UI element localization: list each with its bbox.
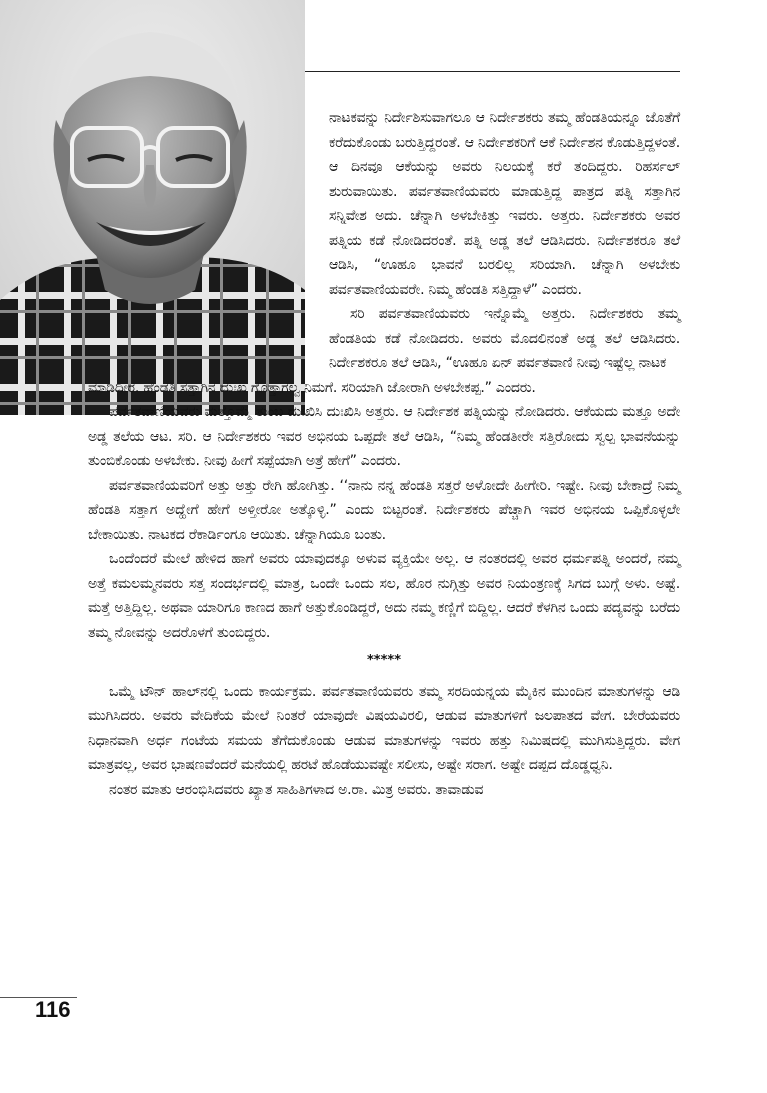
paragraph-2-continued: ಮಾಡಿದೀರ. ಹೆಂಡತಿ ಸತ್ತಾಗಿನ ದುಃಖ ಗೊತ್ತಾಗಲ್ವ ನಿಮಗೆ. ಸರಿಯಾಗಿ ಜೋರಾಗಿ ಅಳಬೇಕಪ್ಪ.” ಎಂದರು. [88,379,536,396]
paragraph-1: ನಾಟಕವನ್ನು ನಿರ್ದೇಶಿಸುವಾಗಲೂ ಆ ನಿರ್ದೇಶಕರು ತಮ್ಮ ಹೆಂಡತಿಯನ್ನೂ ಜೊತೆಗೆ ಕರೆದುಕೊಂಡು ಬರುತ್ತಿದ್ದರಂತೆ. ಆ ನಿರ್ದೇಶಕರಿಗೆ ಆಕೆ ನಿರ್ದೇಶನ ಕೊಡುತ್ತಿದ್ದಳಂತೆ. ಆ ದಿನವೂ ಆಕೆಯನ್ನು ಅವರು ನಿಲಯಕ್ಕೆ ಕರೆ ತಂದಿದ್ದರು. ರಿಹರ್ಸಲ್ ಶುರುವಾಯಿತು. ಪರ್ವತವಾಣಿಯವರು ಮಾಡುತ್ತಿದ್ದ ಪಾತ್ರದ ಪತ್ನಿ ಸತ್ತಾಗಿನ ಸನ್ನಿವೇಶ ಅದು. ಚೆನ್ನಾಗಿ ಅಳಬೇಕಿತ್ತು ಇವರು. ಅತ್ತರು. ನಿರ್ದೇಶಕರು ಅವರ ಪತ್ನಿಯ ಕಡೆ ನೋಡಿದರಂತೆ. ಪತ್ನಿ ಅಡ್ಡ ತಲೆ ಆಡಿಸಿದರು. ನಿರ್ದೇಶಕರೂ ತಲೆ ಆಡಿಸಿ, “ಊಹೂ ಭಾವನೆ ಬರಲಿಲ್ಲ ಸರಿಯಾಗಿ. ಚೆನ್ನಾಗಿ ಅಳಬೇಕು ಪರ್ವತವಾಣಿಯವರೇ. ನಿಮ್ಮ ಹೆಂಡತಿ ಸತ್ತಿದ್ದಾಳೆ” ಎಂದರು. [329,110,680,298]
paragraph-5: ಒಂದೆಂದರೆ ಮೇಲೆ ಹೇಳಿದ ಹಾಗೆ ಅವರು ಯಾವುದಕ್ಕೂ ಅಳುವ ವ್ಯಕ್ತಿಯೇ ಅಲ್ಲ. ಆ ನಂತರದಲ್ಲಿ ಅವರ ಧರ್ಮಪತ್ನಿ ಅಂದರೆ, ನಮ್ಮ ಅತ್ತೆ ಕಮಲಮ್ಮನವರು ಸತ್ತ ಸಂದರ್ಭದಲ್ಲಿ ಮಾತ್ರ, ಒಂದೇ ಒಂದು ಸಲ, ಹೊರ ನುಗ್ಗಿತ್ತು ಅವರ ನಿಯಂತ್ರಣಕ್ಕೆ ಸಿಗದ ಬುಗ್ಗೆ ಅಳು. ಅಷ್ಟೆ. ಮತ್ತೆ ಅತ್ತಿದ್ದಿಲ್ಲ. ಅಥವಾ ಯಾರಿಗೂ ಕಾಣದ ಹಾಗೆ ಅತ್ತುಕೊಂಡಿದ್ದರೆ, ಅದು ನಮ್ಮ ಕಣ್ಣಿಗೆ ಬಿದ್ದಿಲ್ಲ. ಆದರೆ ಕೆಳಗಿನ ಒಂದು ಪದ್ಯವನ್ನು ಬರೆದು ತಮ್ಮ ನೋವನ್ನು ಅದರೊಳಗೆ ತುಂಬಿದ್ದರು. [88,551,680,641]
paragraph-6: ಒಮ್ಮೆ ಟೌನ್ ಹಾಲ್‌ನಲ್ಲಿ ಒಂದು ಕಾರ್ಯಕ್ರಮ. ಪರ್ವತವಾಣಿಯವರು ತಮ್ಮ ಸರದಿಯನ್ನಯ ಮೈಕಿನ ಮುಂದಿನ ಮಾತುಗಳನ್ನು ಆಡಿ ಮುಗಿಸಿದರು. ಅವರು ವೇದಿಕೆಯ ಮೇಲೆ ನಿಂತರೆ ಯಾವುದೇ ವಿಷಯವಿರಲಿ, ಆಡುವ ಮಾತುಗಳಿಗೆ ಜಲಪಾತದ ವೇಗ. ಬೇರೆಯವರು ನಿಧಾನವಾಗಿ ಅರ್ಧ ಗಂಟೆಯ ಸಮಯ ತೆಗೆದುಕೊಂಡು ಆಡುವ ಮಾತುಗಳನ್ನು ಇವರು ಹತ್ತು ನಿಮಿಷದಲ್ಲಿ ಮುಗಿಸುತ್ತಿದ್ದರು. ವೇಗ ಮಾತ್ರವಲ್ಲ, ಅವರ ಭಾಷಣವೆಂದರೆ ಮನೆಯಲ್ಲಿ ಹರಟೆ ಹೊಡೆಯುವಷ್ಟೇ ಸಲೀಸು, ಅಷ್ಟೇ ಸರಾಗ. ಅಷ್ಟೇ ದಪ್ಪದ ದೊಡ್ಡಧ್ವನಿ. [88,683,680,773]
paragraph-7: ನಂತರ ಮಾತು ಆರಂಭಿಸಿದವರು ಖ್ಯಾತ ಸಾಹಿತಿಗಳಾದ ಅ.ರಾ. ಮಿತ್ರ ಅವರು. ತಾವಾಡುವ [109,781,484,798]
section-separator: ***** [367,653,401,668]
paragraph-3: ಪರ್ವತವಾಣಿಯವರು ಮತ್ತೊಮ್ಮೆ ತುಂಬ ದುಃಖಿಸಿ ದುಃಖಿಸಿ ಅತ್ತರು. ಆ ನಿರ್ದೇಶಕ ಪತ್ನಿಯನ್ನು ನೋಡಿದರು. ಆಕೆಯದು ಮತ್ತೂ ಅದೇ ಅಡ್ಡ ತಲೆಯ ಆಟ. ಸರಿ. ಆ ನಿರ್ದೇಶಕರು ಇವರ ಅಭಿನಯ ಒಪ್ಪದೇ ತಲೆ ಆಡಿಸಿ, “ನಿಮ್ಮ ಹೆಂಡತೀರೇ ಸತ್ತಿರೋದು ಸ್ವಲ್ಪ ಭಾವನೆಯನ್ನು ತುಂಬಿಕೊಂಡು ಅಳಬೇಕು. ನೀವು ಹೀಗೆ ಸಪ್ಪೆಯಾಗಿ ಅತ್ರೆ ಹೇಗೆ” ಎಂದರು. [88,404,680,469]
article-body [88,106,680,802]
paragraph-4: ಪರ್ವತವಾಣಿಯವರಿಗೆ ಅತ್ತು ಅತ್ತು ರೇಗಿ ಹೋಗಿತ್ತು. ‘‘ನಾನು ನನ್ನ ಹೆಂಡತಿ ಸತ್ತರೆ ಅಳೋದೇ ಹೀಗೇರಿ. ಇಷ್ಟೇ. ನೀವು ಬೇಕಾದ್ರೆ ನಿಮ್ಮ ಹೆಂಡತಿ ಸತ್ತಾಗ ಅದ್ಹೇಗೆ ಹೇಗೆ ಅಳ್ತೀರೋ ಅತ್ಕೊಳ್ಳಿ.” ಎಂದು ಬಿಟ್ಟರಂತೆ. ನಿರ್ದೇಶಕರು ಪೆಚ್ಚಾಗಿ ಇವರ ಅಭಿನಯ ಒಪ್ಪಿಕೊಳ್ಳಲೇ ಬೇಕಾಯಿತು. ನಾಟಕದ ರೆಕಾರ್ಡಿಂಗೂ ಆಯಿತು. ಚೆನ್ನಾಗಿಯೂ ಬಂತು. [88,477,680,543]
page-number: 116 [35,997,71,1022]
paragraph-2: ಸರಿ ಪರ್ವತವಾಣಿಯವರು ಇನ್ನೊಮ್ಮೆ ಅತ್ತರು. ನಿರ್ದೇಶಕರು ತಮ್ಮ ಹೆಂಡತಿಯ ಕಡೆ ನೋಡಿದರು. ಅವರು ಮೊದಲಿನಂತೆ ಅಡ್ಡ ತಲೆ ಆಡಿಸಿದರು. ನಿರ್ದೇಶಕರೂ ತಲೆ ಆಡಿಸಿ, “ಊಹೂ ಏನ್ ಪರ್ವತವಾಣಿ ನೀವು ಇಷ್ಟೆಲ್ಲ ನಾಟಕ [329,306,680,371]
top-rule [305,71,680,72]
